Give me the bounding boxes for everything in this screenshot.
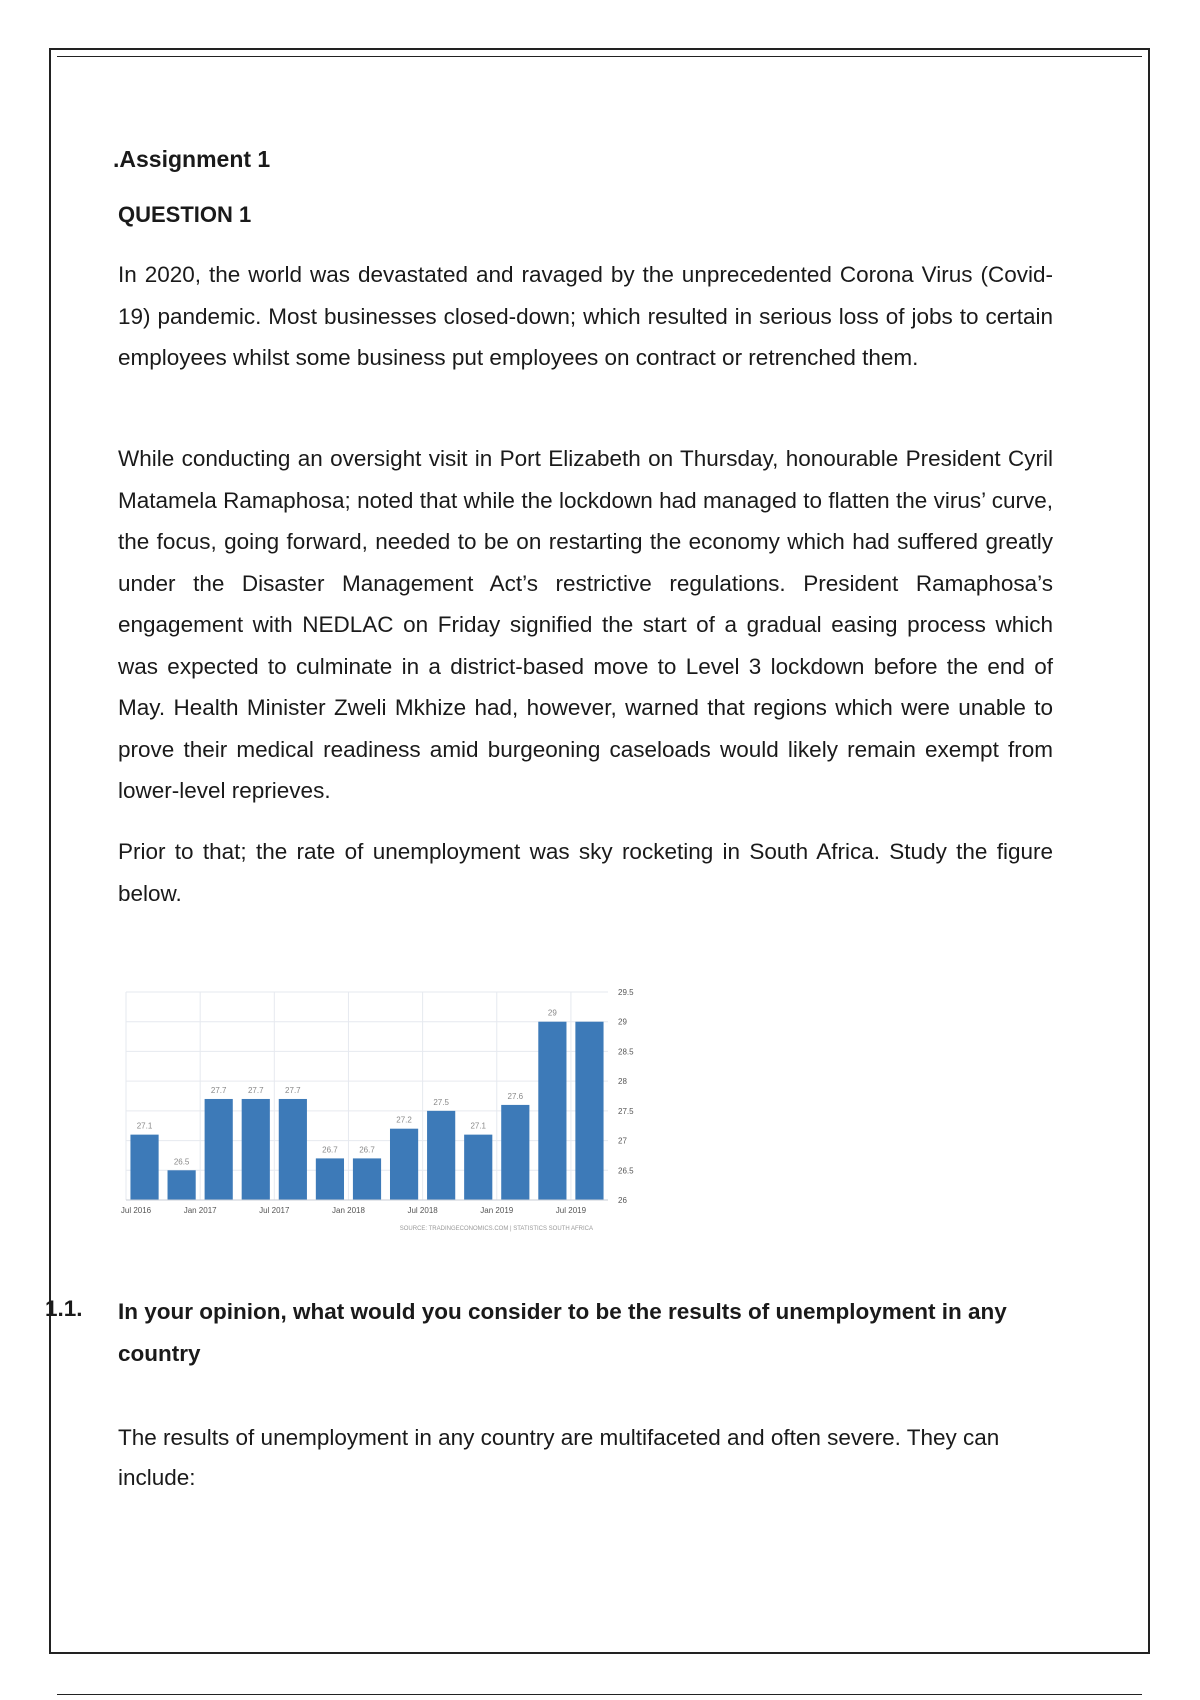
chart-y-tick-label: 29.5 [618, 988, 634, 997]
chart-data-label: 27.5 [433, 1097, 449, 1107]
chart-data-label: 26.7 [322, 1145, 338, 1155]
chart-x-tick-label: Jul 2017 [259, 1206, 290, 1215]
paragraph-covid-intro: In 2020, the world was devastated and ravaged by the unprecedented Corona Virus (Covid-19) pandemic. Most businesses closed-down; which resulted in serious loss of jobs to certain employees whilst some business put employees on contract or retrenched them. [118, 262, 1053, 370]
chart-y-tick-label: 27.5 [618, 1106, 634, 1116]
unemployment-chart [116, 970, 656, 1240]
chart-bar [242, 1099, 270, 1200]
chart-x-tick-label: Jan 2018 [332, 1206, 365, 1215]
chart-data-label: 27.7 [210, 1085, 227, 1095]
chart-y-tick-label: 28.5 [618, 1047, 634, 1057]
chart-data-label: 27.1 [136, 1121, 153, 1131]
chart-bar [390, 1129, 418, 1200]
paragraph-unemployment-intro: Prior to that; the rate of unemployment was sky rocketing in South Africa. Study the figure below. [118, 839, 1053, 906]
chart-y-tick-label: 28 [618, 1077, 627, 1087]
chart-bar [168, 1170, 196, 1200]
chart-data-label: 27.1 [470, 1121, 487, 1131]
chart-x-tick-label: Jan 2017 [183, 1206, 217, 1215]
sub-question-number: 1.1. [45, 1296, 83, 1321]
assignment-title: .Assignment 1 [113, 146, 271, 172]
chart-x-tick-label: Jul 2016 [120, 1206, 152, 1215]
chart-bar [427, 1111, 455, 1200]
question-heading: QUESTION 1 [118, 202, 252, 227]
chart-bar [279, 1099, 307, 1200]
chart-bar [130, 1135, 158, 1200]
chart-data-label: 29 [547, 1008, 557, 1018]
chart-bar [353, 1158, 381, 1200]
chart-data-label: 27.6 [507, 1091, 524, 1101]
chart-y-tick-label: 26 [618, 1196, 627, 1205]
chart-data-label: 26.7 [359, 1145, 375, 1155]
answer-text: The results of unemployment in any country are multifaceted and often severe. They can include: [118, 1425, 1000, 1490]
chart-bar [205, 1099, 233, 1200]
top-rule [57, 56, 1142, 57]
chart-x-tick-label: Jul 2019 [555, 1206, 587, 1215]
chart-x-tick-label: Jul 2018 [407, 1206, 438, 1215]
paragraph-president-visit: While conducting an oversight visit in Port Elizabeth on Thursday, honourable President Cyril Matamela Ramaphosa; noted that while the lockdown had managed to flatten the virus’ curve, the focus, going forward, needed to be on restarting the economy which had suffered greatly under the Disaster Management Act’s restrictive regulations. President Ramaphosa’s engagement with NEDLAC on Friday signified the start of a gradual easing process which was expected to culminate in a district-based move to Level 3 lockdown before the end of May. Health Minister Zweli Mkhize had, however, warned that regions which were unable to prove their medical readiness amid burgeoning caseloads would likely remain exempt from lower-level reprieves. [118, 446, 1053, 803]
chart-x-tick-label: Jan 2019 [480, 1206, 514, 1215]
chart-y-tick-label: 26.5 [618, 1166, 634, 1176]
chart-y-tick-label: 27 [618, 1136, 627, 1146]
chart-bar [575, 1022, 603, 1200]
sub-question-text: In your opinion, what would you consider to be the results of unemployment in any country [118, 1299, 1007, 1366]
chart-bar [316, 1158, 344, 1200]
chart-source-label: SOURCE: TRADINGECONOMICS.COM | STATISTICS SOUTH AFRICA [399, 1226, 593, 1232]
chart-bar [464, 1135, 492, 1200]
chart-data-label: 27.2 [396, 1115, 412, 1125]
chart-data-label: 26.5 [173, 1157, 190, 1167]
bottom-rule [57, 1694, 1142, 1695]
chart-data-label: 27.7 [247, 1085, 264, 1095]
chart-y-tick-label: 29 [618, 1017, 627, 1027]
chart-bar [501, 1105, 529, 1200]
chart-bar [538, 1022, 566, 1200]
unemployment-chart-svg [116, 970, 656, 1240]
chart-data-label: 27.7 [285, 1085, 301, 1095]
